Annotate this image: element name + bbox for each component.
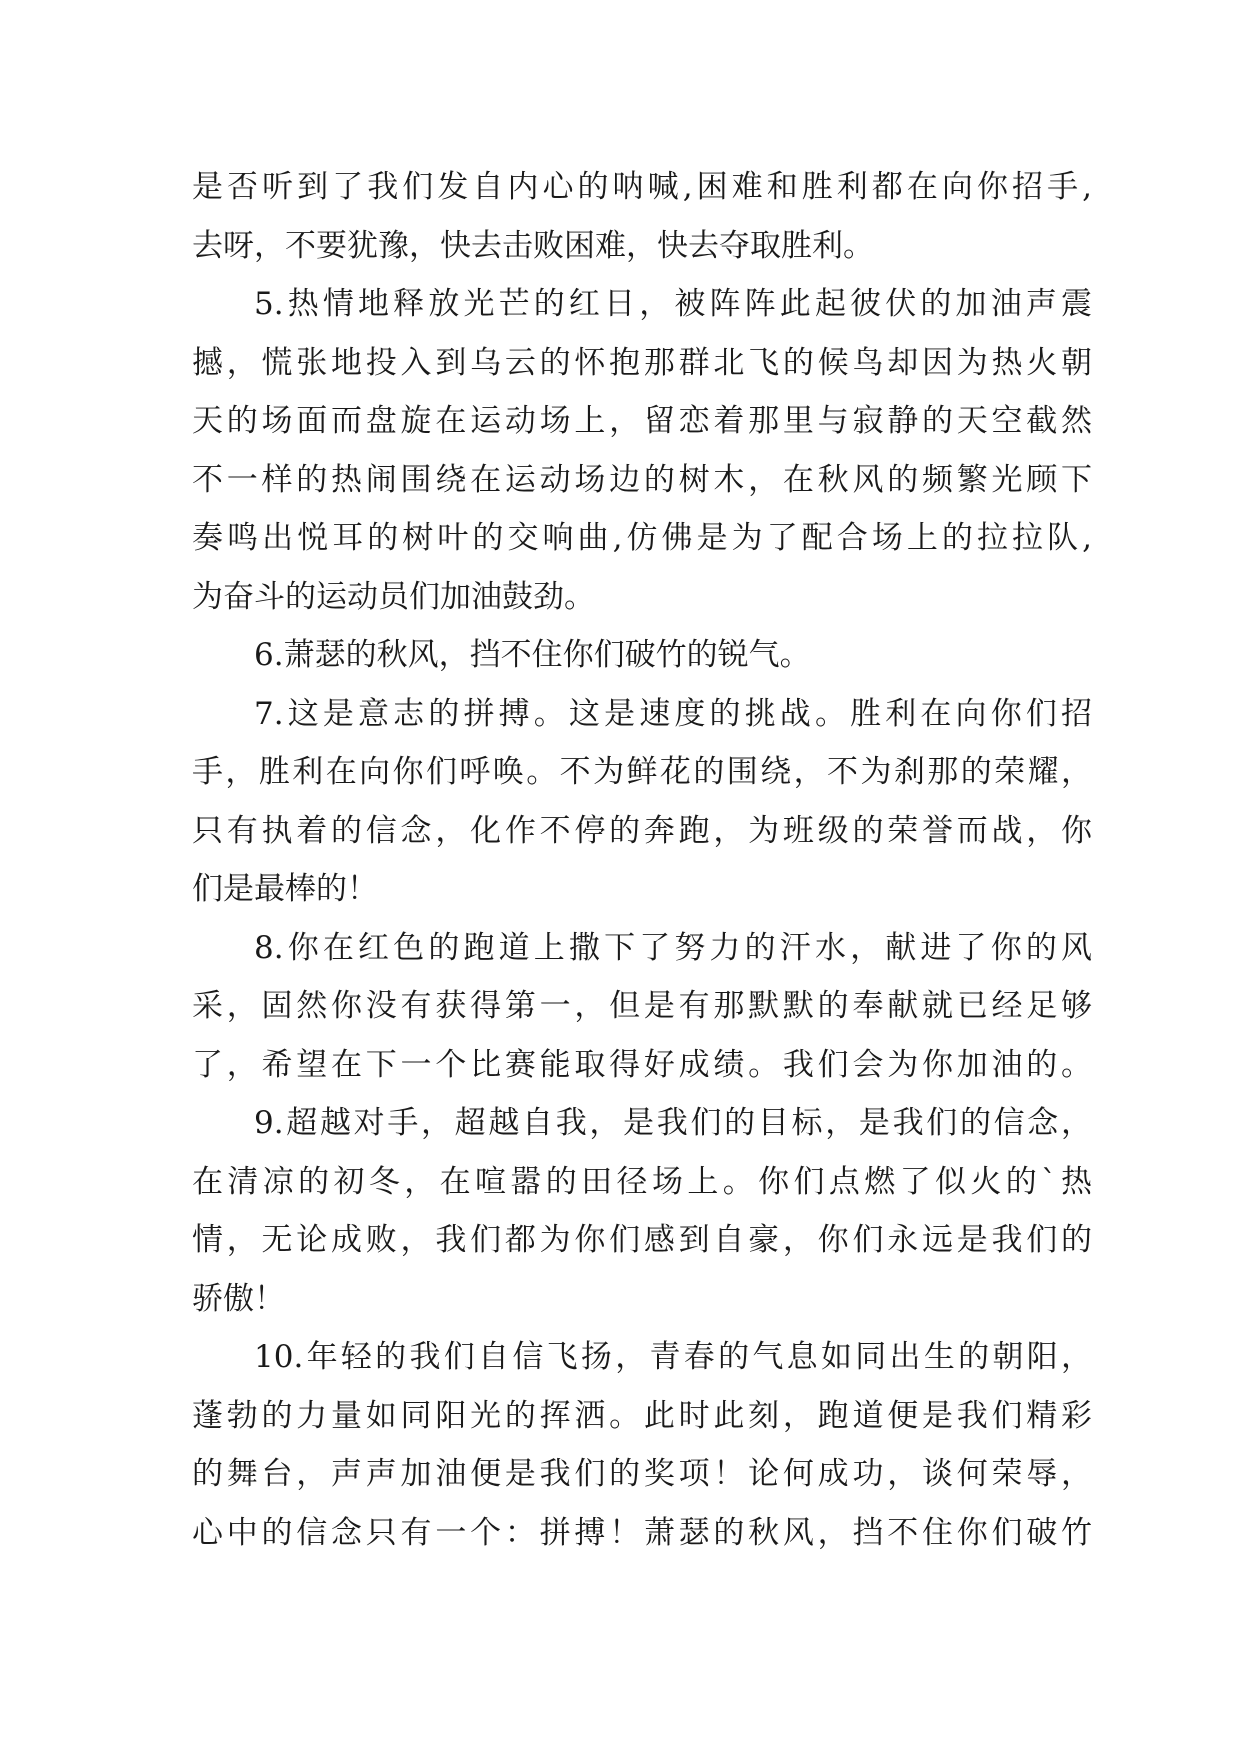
text-line: 去呀，不要犹豫，快去击败困难，快去夺取胜利。 [192, 227, 874, 264]
text-line: 在清凉的初冬，在喧嚣的田径场上。你们点燃了似火的`热 [192, 1163, 1092, 1200]
text-line: 情，无论成败，我们都为你们感到自豪，你们永远是我们的 [192, 1222, 1092, 1258]
document-body [192, 158, 1092, 1562]
text-line: 心中的信念只有一个：拼搏！萧瑟的秋风，挡不住你们破竹 [192, 1514, 1092, 1551]
text-line: 为奋斗的运动员们加油鼓劲。 [192, 578, 595, 615]
item-8-line: 8.你在红色的跑道上撒下了努力的汗水，献进了你的风 [254, 929, 1092, 966]
text-line: 们是最棒的！ [192, 871, 378, 907]
text-line: 是否听到了我们发自内心的呐喊,困难和胜利都在向你招手, [192, 169, 1092, 205]
item-9-line: 9.超越对手，超越自我，是我们的目标，是我们的信念， [254, 1105, 1092, 1141]
text-line: 只有执着的信念，化作不停的奔跑，为班级的荣誉而战，你 [192, 812, 1092, 849]
item-7-line: 7.这是意志的拼搏。这是速度的挑战。胜利在向你们招 [254, 695, 1092, 732]
item-5-line: 5.热情地释放光芒的红日，被阵阵此起彼伏的加油声震 [254, 286, 1092, 322]
text-line: 奏鸣出悦耳的树叶的交响曲,仿佛是为了配合场上的拉拉队, [192, 520, 1092, 556]
item-6-line: 6.萧瑟的秋风，挡不住你们破竹的锐气。 [254, 637, 811, 673]
item-10-line: 10.年轻的我们自信飞扬，青春的气息如同出生的朝阳， [254, 1339, 1092, 1375]
text-line: 天的场面而盘旋在运动场上，留恋着那里与寂静的天空截然 [192, 403, 1092, 439]
text-line: 骄傲！ [192, 1280, 285, 1317]
text-line: 的舞台，声声加油便是我们的奖项！论何成功，谈何荣辱， [192, 1456, 1092, 1492]
text-line: 不一样的热闹围绕在运动场边的树木，在秋风的频繁光顾下 [192, 461, 1092, 498]
text-line: 了，希望在下一个比赛能取得好成绩。我们会为你加油的。 [192, 1046, 1092, 1083]
text-line: 撼，慌张地投入到乌云的怀抱那群北飞的候鸟却因为热火朝 [192, 344, 1092, 381]
text-line: 蓬勃的力量如同阳光的挥洒。此时此刻，跑道便是我们精彩 [192, 1397, 1092, 1434]
text-line: 手，胜利在向你们呼唤。不为鲜花的围绕，不为刹那的荣耀， [192, 754, 1092, 790]
text-line: 采，固然你没有获得第一，但是有那默默的奉献就已经足够 [192, 988, 1092, 1024]
